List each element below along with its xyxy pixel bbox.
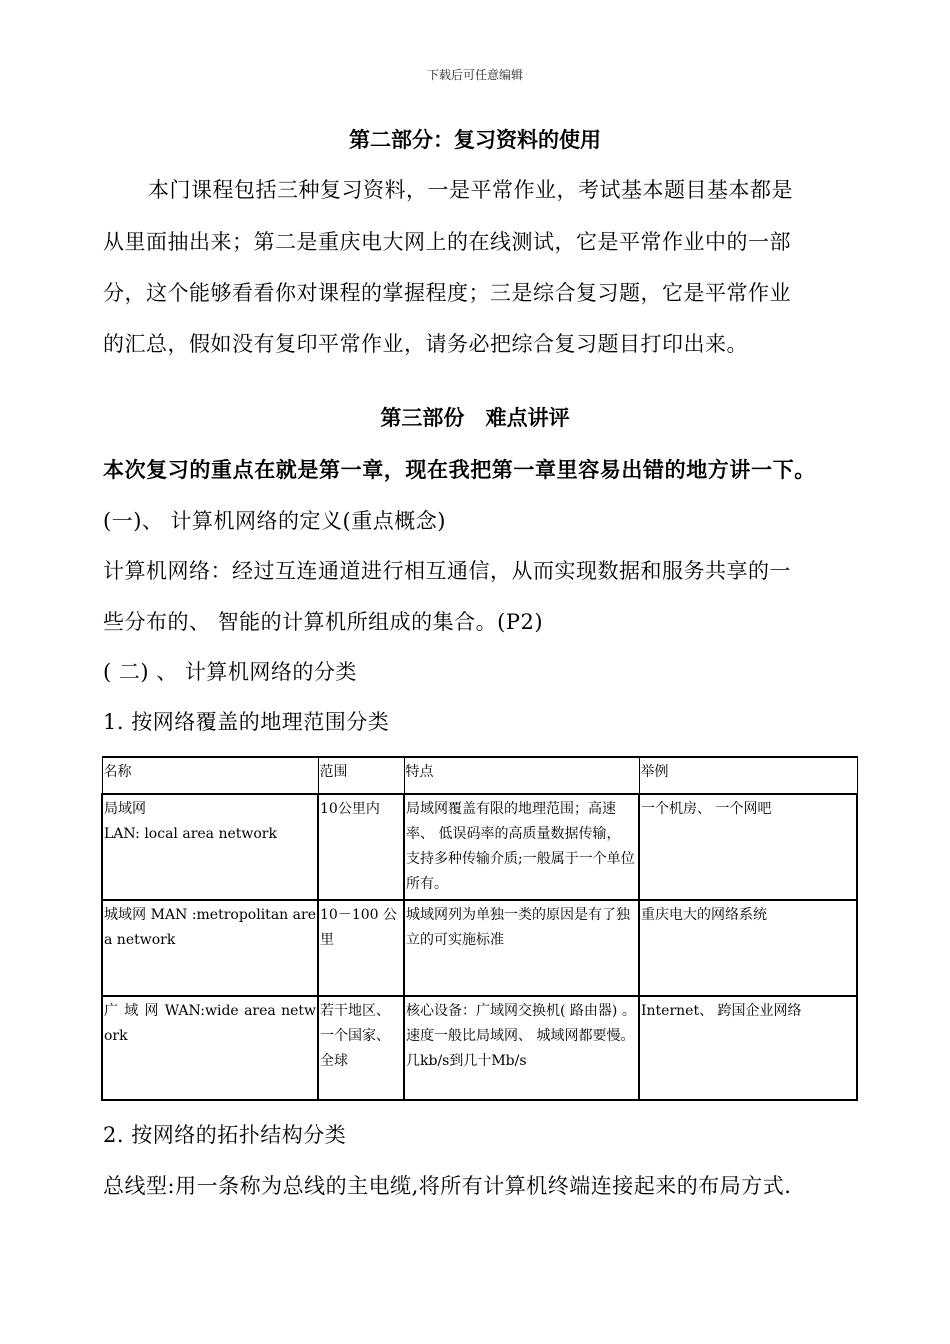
section2-title: 第二部分：复习资料的使用 — [349, 127, 601, 152]
definition-line: 些分布的、 智能的计算机所组成的集合。(P2) — [103, 610, 544, 634]
page-header: 下载后可任意编辑 — [426, 68, 523, 82]
table-row — [102, 996, 857, 1100]
table-row — [102, 794, 857, 900]
section2-paragraph-line: 分，这个能够看看你对课程的掌握程度；三是综合复习题，它是平常作业 — [103, 281, 791, 305]
cell-text: 局域网 — [104, 801, 146, 817]
section3-title: 第三部份 难点讲评 — [380, 405, 570, 430]
table-cell-features — [404, 996, 639, 1100]
table-header-cell: 名称 — [102, 757, 318, 794]
table-cell-features: 局域网覆盖有限的地理范围；高速率、 低误码率的高质量数据传输， 支持多种传输介质;一般属于一个单位所有。 — [404, 794, 639, 900]
table-row — [102, 900, 857, 996]
table-cell-example: Internet、 跨国企业网络 — [639, 996, 857, 1100]
definition-line: 计算机网络：经过互连通道进行相互通信，从而实现数据和服务共享的一 — [103, 559, 791, 583]
review-focus-line: 本次复习的重点在就是第一章，现在我把第一章里容易出错的地方讲一下。 — [103, 457, 816, 482]
table-cell-name — [102, 794, 318, 900]
sub1-heading: 1. 按网络覆盖的地理范围分类 — [103, 710, 390, 734]
bus-topology-line: 总线型:用一条称为总线的主电缆,将所有计算机终端连接起来的布局方式. — [103, 1174, 792, 1198]
table-cell-name: 广 域 网 WAN:wide area network — [102, 996, 318, 1100]
cell-text: 核心设备：广域网交换机( 路由器) 。速度一般比局域网、 城域网都要慢。 — [406, 1003, 636, 1044]
table-header-cell: 特点 — [404, 757, 639, 794]
sub2-heading: 2. 按网络的拓扑结构分类 — [103, 1123, 347, 1147]
table-cell-example: 重庆电大的网络系统 — [639, 900, 857, 996]
table-cell-range: 10－100 公里 — [318, 900, 404, 996]
section2-paragraph-line: 本门课程包括三种复习资料，一是平常作业，考试基本题目基本都是 — [148, 178, 793, 202]
table-header-cell: 举例 — [639, 757, 857, 794]
network-classification-table — [101, 756, 858, 1101]
table-cell-name: 城域网 MAN :metropolitan area network — [102, 900, 318, 996]
table-cell-range: 10公里内 — [318, 794, 404, 900]
section2-paragraph-line: 的汇总，假如没有复印平常作业，请务必把综合复习题目打印出来。 — [103, 332, 748, 356]
cell-text: 几kb/s到几十Mb/s — [406, 1053, 527, 1069]
table-cell-example: 一个机房、 一个网吧 — [639, 794, 857, 900]
table-cell-range: 若干地区、一个国家、全球 — [318, 996, 404, 1100]
section2-paragraph-line: 从里面抽出来；第二是重庆电大网上的在线测试，它是平常作业中的一部 — [103, 230, 791, 254]
cell-text: LAN: local area network — [104, 826, 277, 842]
table-cell-features: 城域网列为单独一类的原因是有了独立的可实施标准 — [404, 900, 639, 996]
table-header-cell: 范围 — [318, 757, 404, 794]
table-header-row — [102, 757, 857, 794]
item1-heading: (一)、 计算机网络的定义(重点概念) — [103, 509, 446, 533]
item2-heading: ( 二) 、 计算机网络的分类 — [103, 660, 357, 684]
